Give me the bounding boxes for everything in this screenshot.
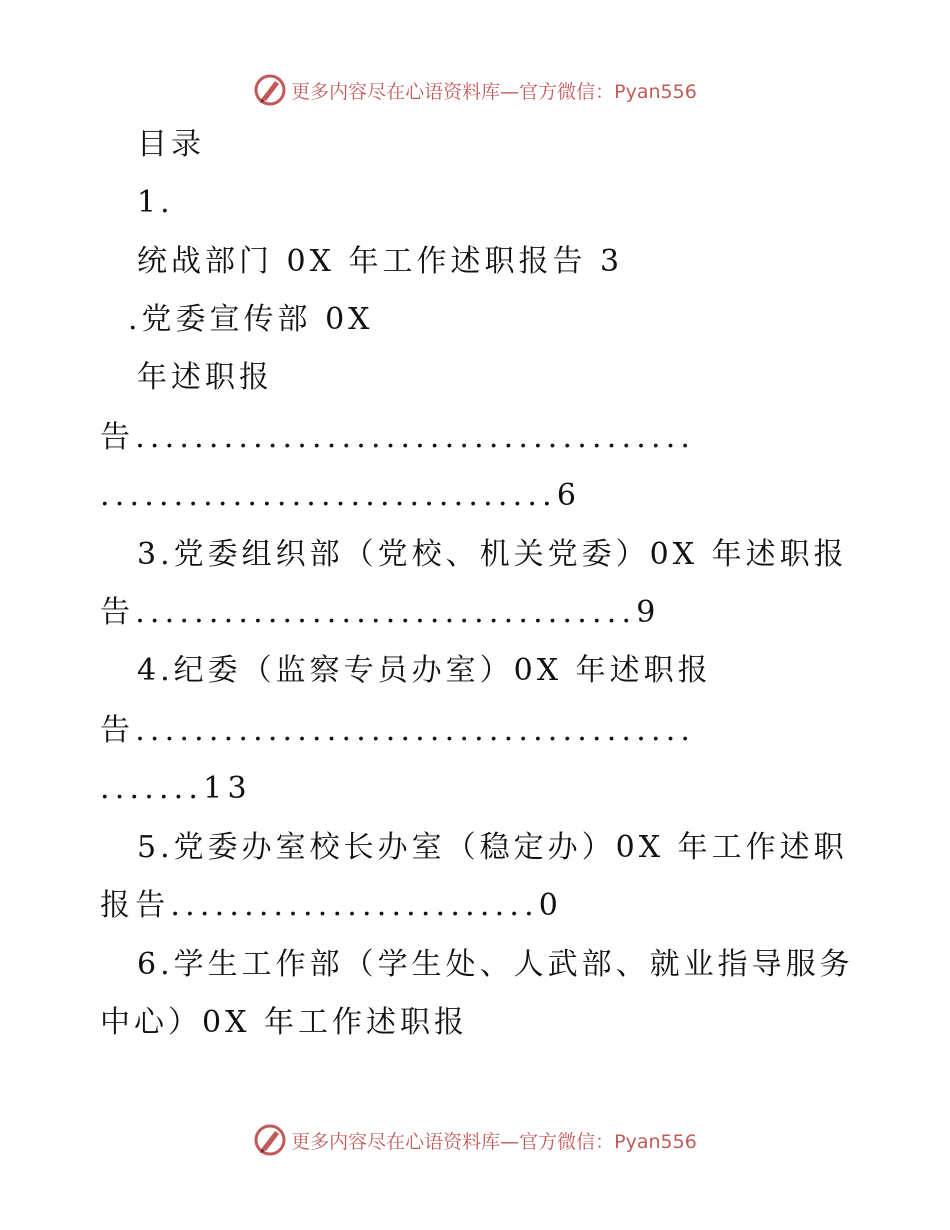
toc-line: 中心）0X 年工作述职报: [100, 1005, 468, 1040]
toc-line: 告......................................: [100, 713, 696, 748]
toc-line: 1.: [137, 185, 174, 220]
header-banner-text: 更多内容尽在心语资料库—官方微信：Pyan556: [291, 80, 697, 103]
toc-line: 5.党委办室校长办室（稳定办）0X 年工作述职: [137, 830, 848, 865]
toc-line: 告......................................: [100, 420, 696, 455]
footer-banner-text: 更多内容尽在心语资料库—官方微信：Pyan556: [291, 1130, 697, 1153]
toc-line: 3.党委组织部（党校、机关党委）0X 年述职报: [137, 537, 848, 572]
header-banner: [0, 70, 950, 110]
toc-line: 4.纪委（监察专员办室）0X 年述职报: [137, 653, 712, 688]
toc-line: 年述职报: [137, 360, 273, 395]
toc-line: 统战部门 0X 年工作述职报告 3: [137, 244, 624, 279]
toc-line: 告..................................9: [100, 595, 661, 630]
pen-logo-icon: [253, 1123, 287, 1157]
toc-line: ...............................6: [100, 478, 582, 513]
toc-line: .......13: [100, 771, 252, 806]
toc-title: 目录: [137, 127, 205, 162]
toc-line: 6.学生工作部（学生处、人武部、就业指导服务: [137, 947, 854, 982]
toc-line: 报告.........................0: [100, 888, 564, 923]
pen-logo-icon: [253, 73, 287, 107]
toc-line: .党委宣传部 0X: [128, 302, 374, 337]
footer-banner: [0, 1120, 950, 1160]
